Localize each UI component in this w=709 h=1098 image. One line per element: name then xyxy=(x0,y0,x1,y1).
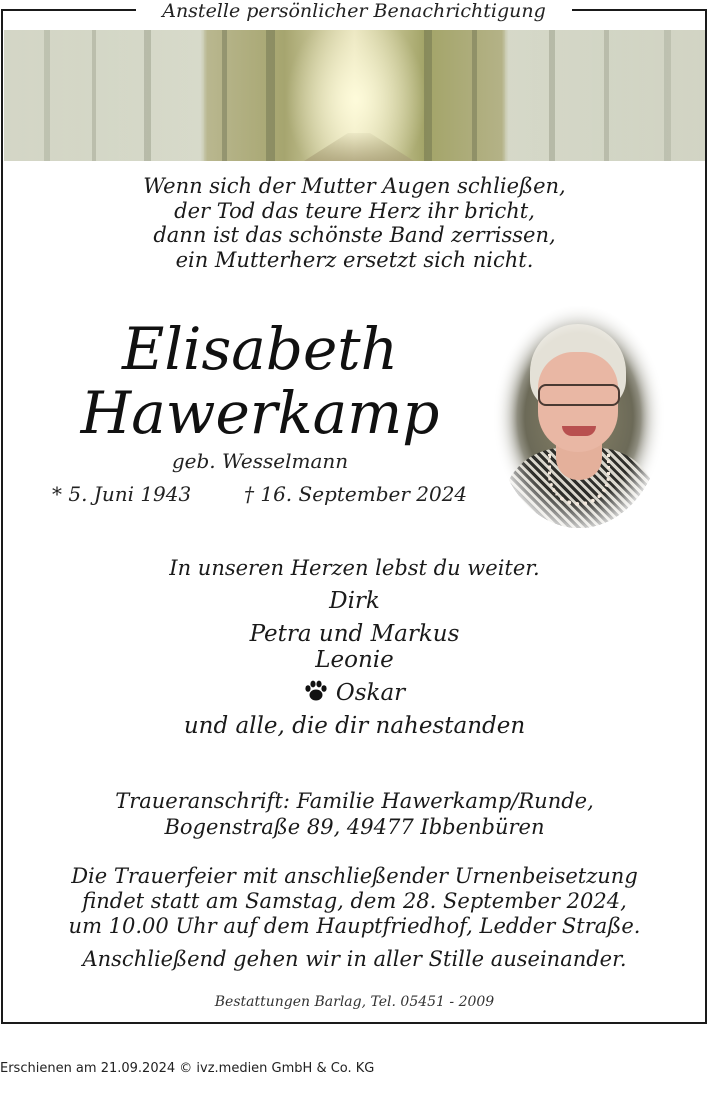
service-line: um 10.00 Uhr auf dem Hauptfriedhof, Ledder Straße. xyxy=(68,914,641,938)
paw-icon xyxy=(304,680,328,702)
poem-line: Wenn sich der Mutter Augen schließen, xyxy=(143,174,566,198)
poem-line: der Tod das teure Herz ihr bricht, xyxy=(174,198,535,223)
mourner-name: Leonie xyxy=(315,647,394,673)
mourner-name: Petra und Markus xyxy=(249,621,460,647)
mourning-address xyxy=(0,788,709,840)
poem-line: dann ist das schönste Band zerrissen, xyxy=(153,223,556,247)
address-line: Bogenstraße 89, 49477 Ibbenbüren xyxy=(164,815,545,839)
mourner-name: Dirk xyxy=(329,588,380,614)
death-date: † 16. September 2024 xyxy=(244,482,468,506)
mourner-pet xyxy=(0,680,709,706)
mourner-name: Oskar xyxy=(335,680,406,706)
poem-line: ein Mutterherz ersetzt sich nicht. xyxy=(175,247,534,272)
poem xyxy=(0,174,709,272)
deceased-first-name: Elisabeth xyxy=(122,315,398,383)
birth-date: * 5. Juni 1943 xyxy=(52,482,192,506)
forest-image xyxy=(4,30,705,161)
mourner-name: und alle, die dir nahestanden xyxy=(183,713,526,739)
header-label: Anstelle persönlicher Benachrichtigung xyxy=(136,0,572,22)
address-line: Traueranschrift: Familie Hawerkamp/Runde, xyxy=(115,789,594,813)
deceased-last-name: Hawerkamp xyxy=(80,379,440,447)
portrait-photo xyxy=(494,306,664,528)
born-name: geb. Wesselmann xyxy=(171,449,349,473)
service-info xyxy=(0,864,709,939)
closing-line: Anschließend gehen wir in aller Stille auseinander. xyxy=(82,947,627,971)
service-line: findet statt am Samstag, dem 28. September 2024, xyxy=(82,889,627,913)
service-line: Die Trauerfeier mit anschließender Urnenbeisetzung xyxy=(71,864,638,888)
undertaker-info: Bestattungen Barlag, Tel. 05451 - 2009 xyxy=(214,994,495,1010)
publication-footer: Erschienen am 21.09.2024 © ivz.medien GmbH & Co. KG xyxy=(0,1061,375,1076)
motto: In unseren Herzen lebst du weiter. xyxy=(169,556,540,580)
